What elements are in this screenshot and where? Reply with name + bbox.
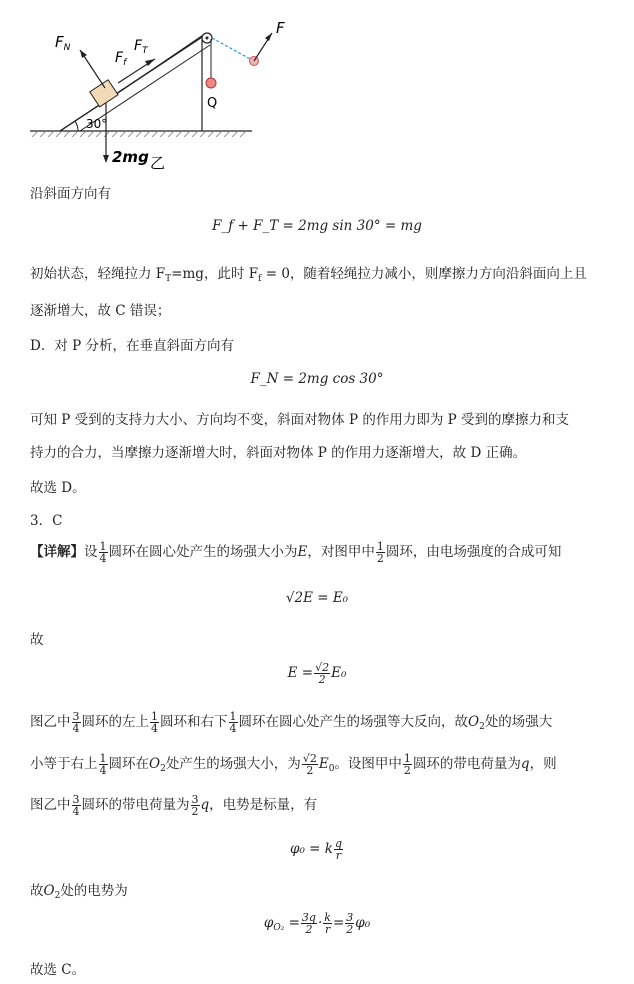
equation-6: $\varphi_{O_2}$ = $\frac{3q}{2}$ · $\frac{k}{r}$ = $\frac{3}{2}$ φ₀ (263, 911, 371, 936)
text-line-5: 可知 P 受到的支持力大小、方向均不变，斜面对物体 P 的作用力即为 P 受到的摩擦力和支 (30, 412, 569, 428)
label-ft: $F_T$ (134, 38, 148, 56)
text-line-2: 初始状态，轻绳拉力 $F_T=mg$，此时 $F_f = 0$，随着轻绳拉力减小，则摩擦力方向沿斜面向上且 (30, 266, 587, 284)
label-f: F (276, 19, 285, 37)
equation-3: √2E = E₀ (285, 590, 349, 606)
text-line-4: D．对 P 分析，在垂直斜面方向有 (30, 338, 234, 354)
text-line-12: 小等于右上 $\frac{1}{4}$ 圆环在$O_2$处产生的场强大小，为 $\frac{√2}{2}$ $E_0$。设图甲中 $\frac{1}{2}$ 圆环的带电荷量为q，则 (30, 752, 557, 777)
equation-5: φ₀ = k $\frac{q}{r}$ (290, 837, 342, 862)
label-fn: $F_N$ (55, 33, 71, 53)
text-line-15: 故选 C。 (30, 962, 86, 978)
text-line-13: 图乙中 $\frac{3}{4}$ 圆环的带电荷量为 $\frac{3}{2}$ q，电势是标量，有 (30, 793, 318, 818)
label-angle: 30° (86, 117, 108, 131)
text-line-11: 图乙中 $\frac{3}{4}$ 圆环的左上 $\frac{1}{4}$ 圆环和右下 $\frac{1}{4}$ 圆环在圆心处产生的场强等大反向，故$O_2$处的场强大 (30, 710, 553, 735)
text-line-3: 逐渐增大，故 C 错误； (30, 303, 171, 319)
ground-hatch (32, 131, 246, 137)
text-line-10: 故 (30, 632, 44, 648)
physics-figure (20, 5, 320, 180)
mass-q (206, 78, 216, 88)
equation-2: F_N = 2mg cos 30° (250, 371, 384, 387)
label-q: Q (207, 96, 218, 111)
label-ff: $F_f$ (115, 50, 127, 68)
text-line-7: 故选 D。 (30, 480, 86, 496)
equation-1: F_f + F_T = 2mg sin 30° = mg (212, 218, 422, 234)
equation-4: E = $\frac{√2}{2}$ E₀ (287, 661, 347, 686)
block-p (90, 80, 118, 107)
text-line-14: 故$O_2$处的电势为 (30, 883, 128, 901)
text-line-8: 3．C (30, 513, 63, 529)
rope (118, 35, 203, 93)
label-fig: 乙 (150, 154, 166, 172)
text-line-1: 沿斜面方向有 (30, 186, 111, 202)
text-line-9: 【详解】设 $\frac{1}{4}$ 圆环在圆心处产生的场强大小为E，对图甲中 $\frac{1}{2}$ 圆环，由电场强度的合成可知 (30, 540, 562, 565)
text-line-6: 持力的合力，当摩擦力逐渐增大时，斜面对物体 P 的作用力逐渐增大，故 D 正确。 (30, 445, 527, 461)
angle-arc (75, 121, 78, 131)
label-weight: 2mg (112, 148, 149, 166)
dashed-rope (212, 38, 252, 60)
